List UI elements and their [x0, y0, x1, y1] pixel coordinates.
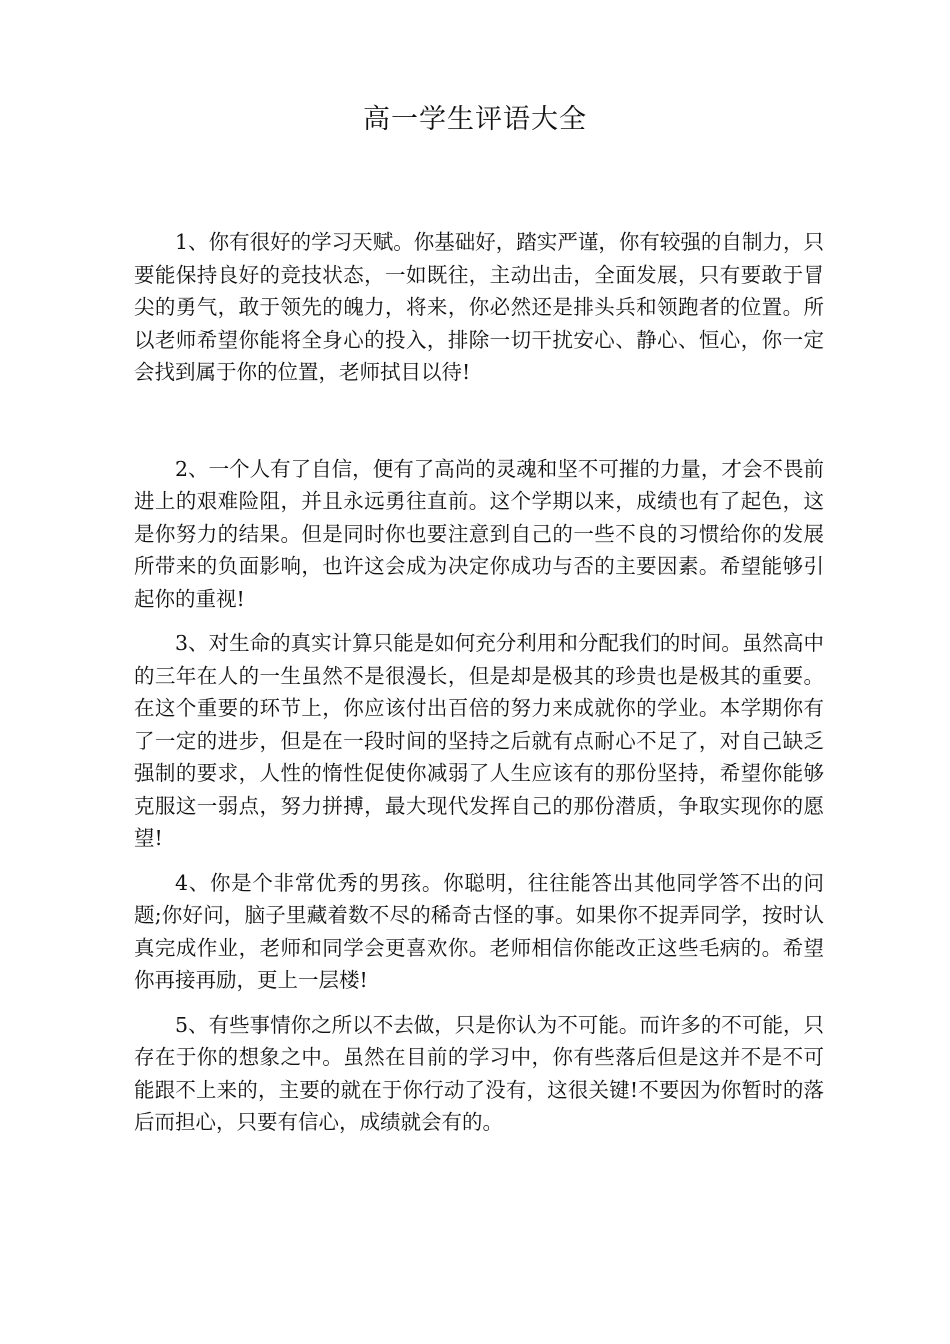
paragraph-spacer — [134, 615, 824, 627]
comment-paragraph-3: 3、对生命的真实计算只能是如何充分利用和分配我们的时间。虽然高中的三年在人的一生虽然不是很漫长，但是却是极其的珍贵也是极其的重要。在这个重要的环节上，你应该付出百倍的努力来成就你的学业。本学期你有了一定的进步，但是在一段时间的坚持之后就有点耐心不足了，对自己缺乏强制的要求，人性的惰性促使你减弱了人生应该有的那份坚持，希望你能够克服这一弱点，努力拼搏，最大现代发挥自己的那份潜质，争取实现你的愿望! — [134, 631, 824, 850]
comment-paragraph-2: 2、一个人有了自信，便有了高尚的灵魂和坚不可摧的力量，才会不畏前进上的艰难险阻，并且永远勇往直前。这个学期以来，成绩也有了起色，这是你努力的结果。但是同时你也要注意到自己的一些不良的习惯给你的发展所带来的负面影响，也许这会成为决定你成功与否的主要因素。希望能够引起你的重视! — [134, 456, 824, 611]
comment-paragraph-1: 1、你有很好的学习天赋。你基础好，踏实严谨，你有较强的自制力，只要能保持良好的竞技状态，一如既往，主动出击，全面发展，只有要敢于冒尖的勇气，敢于领先的魄力，将来，你必然还是排头兵和领跑者的位置。所以老师希望你能将全身心的投入，排除一切干扰安心、静心、恒心，你一定会找到属于你的位置，老师拭目以待! — [134, 230, 824, 384]
comment-paragraph-5: 5、有些事情你之所以不去做，只是你认为不可能。而许多的不可能，只存在于你的想象之中。虽然在目前的学习中，你有些落后但是这并不是不可能跟不上来的，主要的就在于你行动了没有，这很关键!不要因为你暂时的落后而担心，只要有信心，成绩就会有的。 — [134, 1012, 824, 1134]
document-title: 高一学生评语大全 — [363, 104, 587, 135]
document-body — [134, 226, 824, 1139]
paragraph-spacer — [134, 997, 824, 1009]
paragraph-spacer — [134, 389, 824, 453]
paragraph-spacer — [134, 855, 824, 867]
comment-paragraph-4: 4、你是个非常优秀的男孩。你聪明，往往能答出其他同学答不出的问题;你好问，脑子里藏着数不尽的稀奇古怪的事。如果你不捉弄同学，按时认真完成作业，老师和同学会更喜欢你。老师相信你能改正这些毛病的。希望你再接再励，更上一层楼! — [134, 870, 824, 992]
